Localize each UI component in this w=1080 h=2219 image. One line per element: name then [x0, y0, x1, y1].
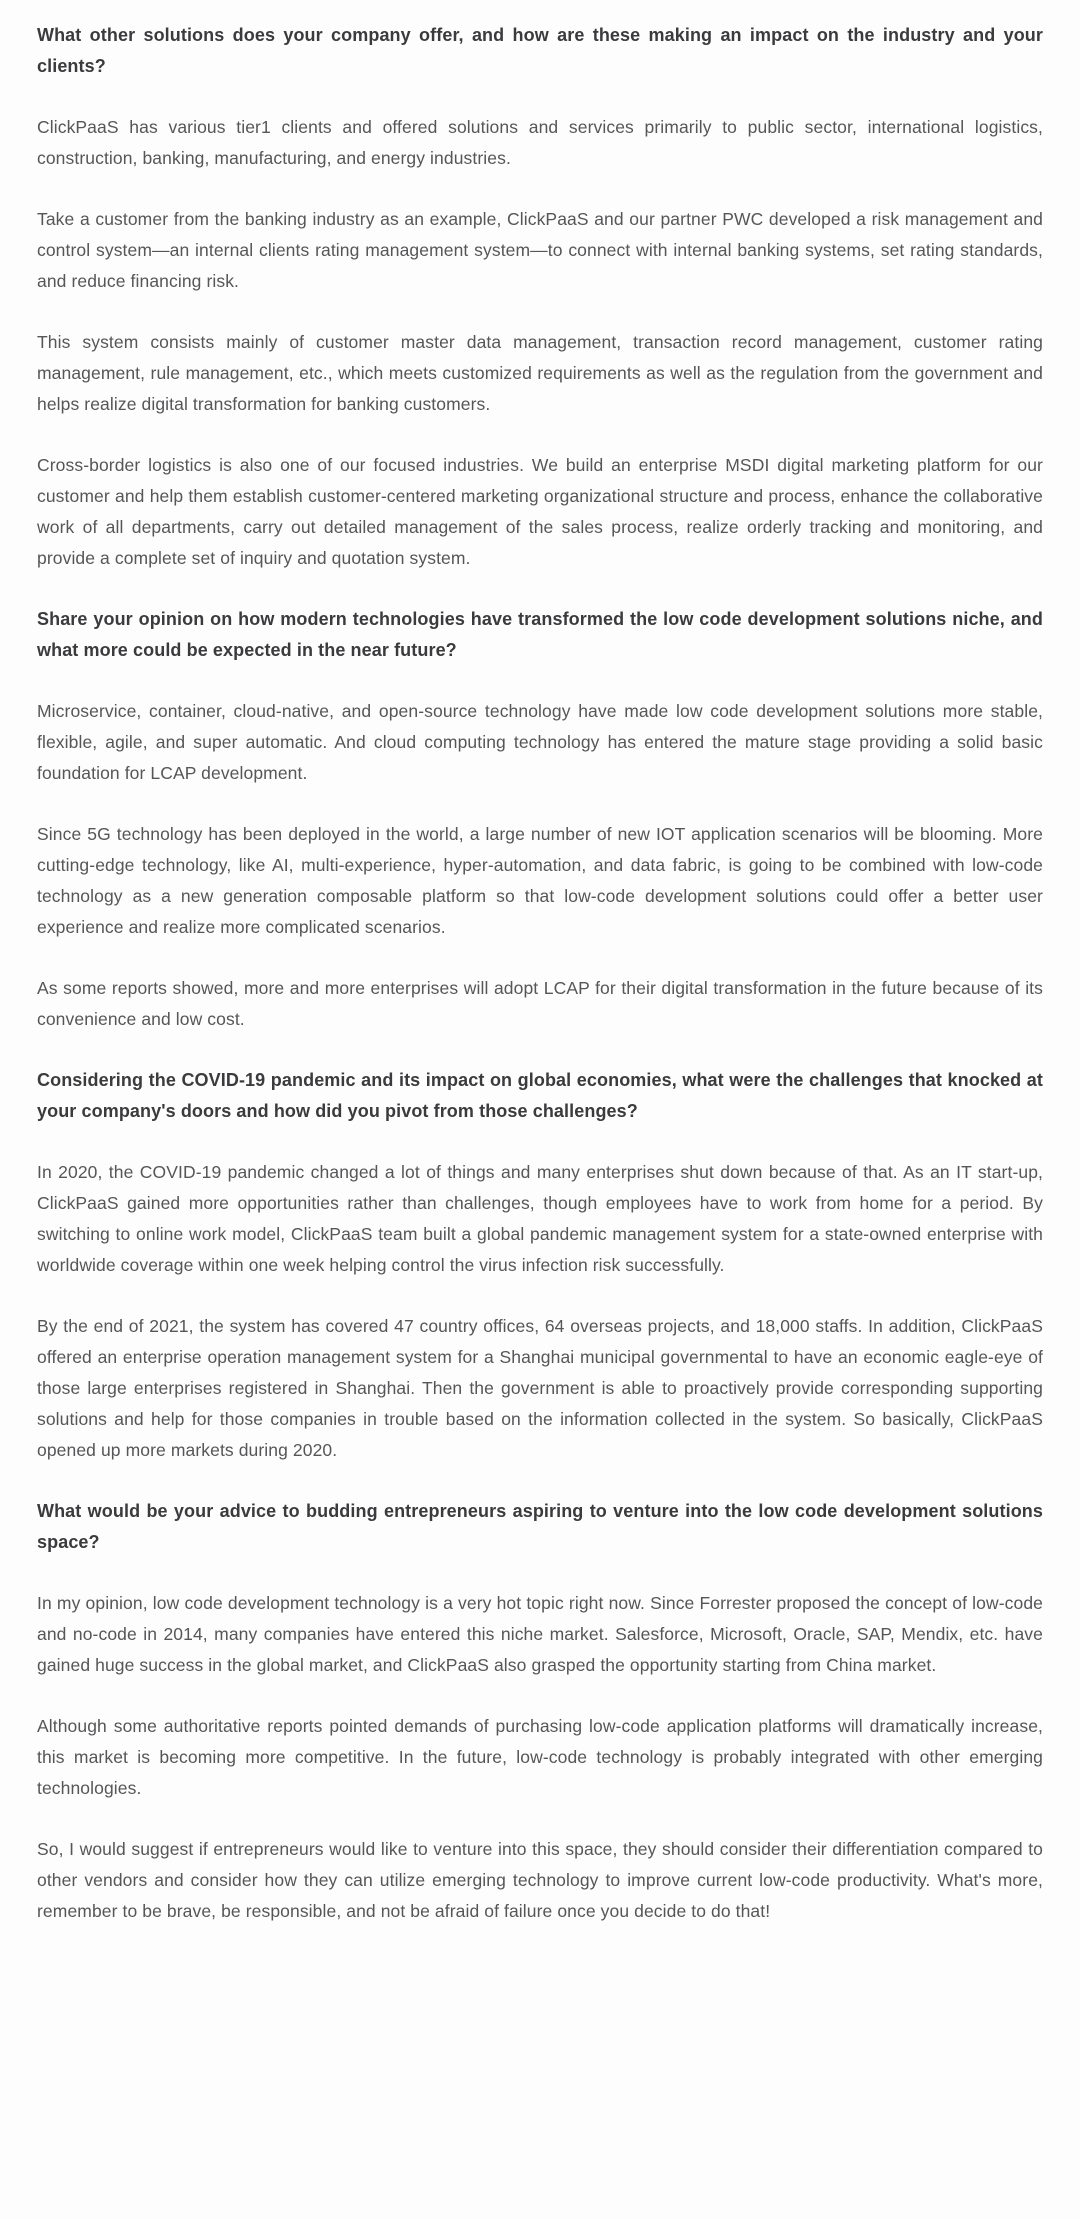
qa-section-other-solutions	[37, 20, 1043, 574]
answer-paragraph: Although some authoritative reports pointed demands of purchasing low-code application platforms will dramatically increase, this market is becoming more competitive. In the future, low-code technology is probably integrated with other emerging technologies.	[37, 1716, 1043, 1798]
answer-paragraph: By the end of 2021, the system has covered 47 country offices, 64 overseas projects, and 18,000 staffs. In addition, ClickPaaS offered an enterprise operation management system for a Shanghai municipal governmental to have an economic eagle-eye of those large enterprises registered in Shanghai. Then the government is able to proactively provide corresponding supporting solutions and help for those companies in trouble based on the information collected in the system. So basically, ClickPaaS opened up more markets during 2020.	[37, 1316, 1043, 1460]
answer-paragraph: As some reports showed, more and more enterprises will adopt LCAP for their digital transformation in the future because of its convenience and low cost.	[37, 978, 1043, 1029]
answer-paragraph: Take a customer from the banking industry as an example, ClickPaaS and our partner PWC developed a risk management and control system—an internal clients rating management system—to connect with internal banking systems, set rating standards, and reduce financing risk.	[37, 209, 1043, 291]
answer-paragraph: In 2020, the COVID-19 pandemic changed a lot of things and many enterprises shut down because of that. As an IT start-up, ClickPaaS gained more opportunities rather than challenges, though employees have to work from home for a period. By switching to online work model, ClickPaaS team built a global pandemic management system for a state-owned enterprise with worldwide coverage within one week helping control the virus infection risk successfully.	[37, 1162, 1043, 1275]
answer-paragraph: This system consists mainly of customer master data management, transaction record management, customer rating management, rule management, etc., which meets customized requirements as well as the regulation from the government and helps realize digital transformation for banking customers.	[37, 332, 1043, 414]
question-heading: What other solutions does your company offer, and how are these making an impact on the industry and your clients?	[37, 25, 1043, 76]
answer-paragraph: Since 5G technology has been deployed in the world, a large number of new IOT application scenarios will be blooming. More cutting-edge technology, like AI, multi-experience, hyper-automation, and data fabric, is going to be combined with low-code technology as a new generation composable platform so that low-code development solutions could offer a better user experience and realize more complicated scenarios.	[37, 824, 1043, 937]
question-heading: Considering the COVID-19 pandemic and its impact on global economies, what were the challenges that knocked at your company's doors and how did you pivot from those challenges?	[37, 1070, 1043, 1121]
answer-paragraph: In my opinion, low code development technology is a very hot topic right now. Since Forrester proposed the concept of low-code and no-code in 2014, many companies have entered this niche market. Salesforce, Microsoft, Oracle, SAP, Mendix, etc. have gained huge success in the global market, and ClickPaaS also grasped the opportunity starting from China market.	[37, 1593, 1043, 1675]
question-heading: Share your opinion on how modern technologies have transformed the low code development solutions niche, and what more could be expected in the near future?	[37, 609, 1043, 660]
answer-paragraph: Cross-border logistics is also one of our focused industries. We build an enterprise MSDI digital marketing platform for our customer and help them establish customer-centered marketing organizational structure and process, enhance the collaborative work of all departments, carry out detailed management of the sales process, realize orderly tracking and monitoring, and provide a complete set of inquiry and quotation system.	[37, 455, 1043, 568]
answer-paragraph: Microservice, container, cloud-native, and open-source technology have made low code development solutions more stable, flexible, agile, and super automatic. And cloud computing technology has entered the mature stage providing a solid basic foundation for LCAP development.	[37, 701, 1043, 783]
qa-section-covid-challenges	[37, 1065, 1043, 1466]
answer-paragraph: ClickPaaS has various tier1 clients and offered solutions and services primarily to public sector, international logistics, construction, banking, manufacturing, and energy industries.	[37, 117, 1043, 168]
question-heading: What would be your advice to budding entrepreneurs aspiring to venture into the low code development solutions space?	[37, 1501, 1043, 1552]
answer-paragraph: So, I would suggest if entrepreneurs would like to venture into this space, they should consider their differentiation compared to other vendors and consider how they can utilize emerging technology to improve current low-code productivity. What's more, remember to be brave, be responsible, and not be afraid of failure once you decide to do that!	[37, 1839, 1043, 1921]
qa-section-advice-entrepreneurs	[37, 1496, 1043, 1927]
qa-section-modern-technologies	[37, 604, 1043, 1035]
